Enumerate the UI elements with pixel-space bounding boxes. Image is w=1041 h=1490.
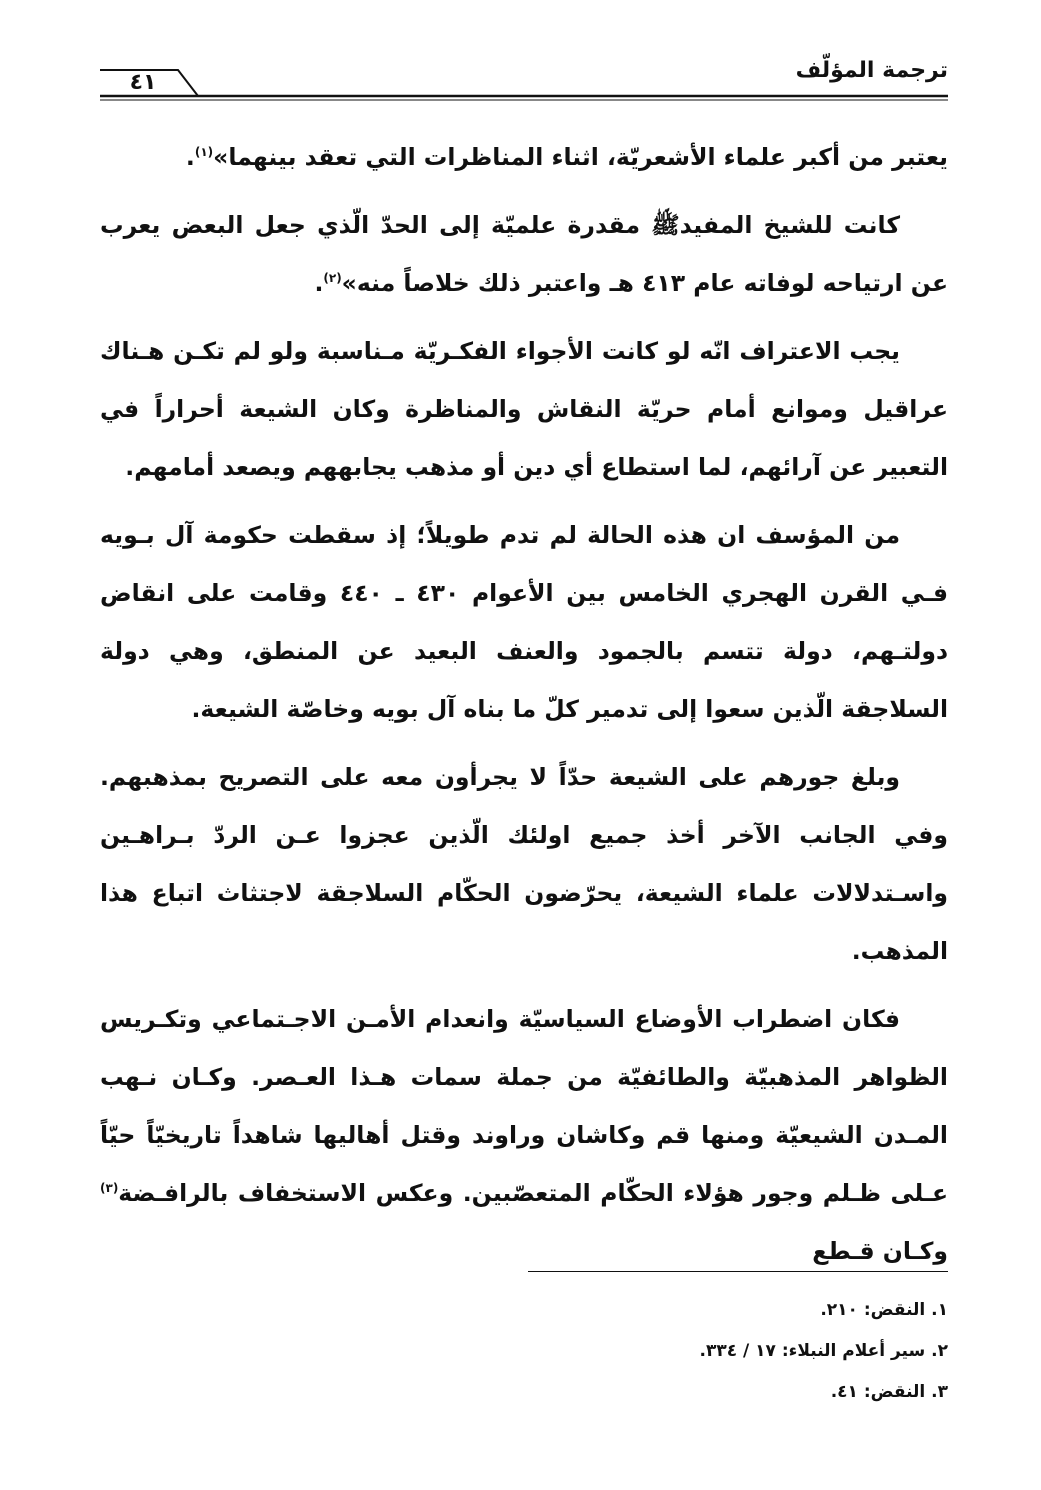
paragraph-2-tail: . xyxy=(314,269,324,297)
footnote-ref-3: (٣) xyxy=(100,1181,119,1196)
running-title: ترجمة المؤلّف xyxy=(795,58,948,83)
footnote-2: ٢. سير أعلام النبلاء: ١٧ / ٣٣٤. xyxy=(699,1341,948,1361)
paragraph-2-text: كانت للشيخ المفيدﷺ مقدرة علميّة إلى الحدّ الّذي جعل البعض يعرب عن ارتياحه لوفاته عام ٤١٣ هـ واعتبر ذلك خلاصاً منه» xyxy=(100,211,948,297)
paragraph-1-text: يعتبر من أكبر علماء الأشعريّة، اثناء المناظرات التي تعقد بينهما» xyxy=(213,143,948,171)
page-header xyxy=(100,52,948,102)
footnote-1: ١. النقض: ٢١٠. xyxy=(820,1300,948,1320)
footnotes xyxy=(100,1290,948,1413)
footnote-divider xyxy=(528,1271,948,1272)
page-number: ٤١ xyxy=(129,70,157,95)
footnote-3: ٣. النقض: ٤١. xyxy=(830,1382,948,1402)
paragraph-4-text: من المؤسف ان هذه الحالة لم تدم طويلاً؛ إذ سقطت حكومة آل بـويه فـي القرن الهجري الخامس بين الأعوام ٤٣٠ ـ ٤٤٠ وقامت على انقاض دولتـهم، دولة تتسم بالجمود والعنف البعيد عن المنطق، وهي دولة السلاجقة الّذين سعوا إلى تدمير كلّ ما بناه آل بويه وخاصّة الشيعة. xyxy=(100,521,948,723)
paragraph-4 xyxy=(100,506,948,738)
paragraph-5-text: وبلغ جورهم على الشيعة حدّاً لا يجرأون معه على التصريح بمذهبهم. وفي الجانب الآخر أخذ جميع اولئك الّذين عجزوا عـن الردّ بـراهـين واسـتدلالات علماء الشيعة، يحرّضون الحكّام السلاجقة لاجتثاث اتباع هذا المذهب. xyxy=(100,763,948,965)
paragraph-3 xyxy=(100,322,948,496)
paragraph-6 xyxy=(100,990,948,1280)
footnote-ref-1: (١) xyxy=(194,145,214,160)
paragraph-6-tail: وكـان قـطع xyxy=(812,1237,948,1265)
footnote-ref-2: (٢) xyxy=(323,271,342,286)
main-text xyxy=(100,128,948,1290)
paragraph-3-text: يجب الاعتراف انّه لو كانت الأجواء الفكـريّة مـناسبة ولو لم تكـن هـناك عراقيل وموانع أمام حريّة النقاش والمناظرة وكان الشيعة أحراراً في التعبير عن آرائهم، لما استطاع أي دين أو مذهب يجابههم ويصعد أمامهم. xyxy=(100,337,948,481)
paragraph-1-tail: . xyxy=(185,143,195,171)
paragraph-2 xyxy=(100,196,948,312)
paragraph-5 xyxy=(100,748,948,980)
paragraph-1 xyxy=(100,128,948,186)
paragraph-6-text: فكان اضطراب الأوضاع السياسيّة وانعدام الأمـن الاجـتماعي وتكـريس الظواهر المذهبيّة والطائفيّة من جملة سمات هـذا العـصر. وكـان نـهب المـدن الشيعيّة ومنها قم وكاشان وراوند وقتل أهاليها شاهداً تاريخيّاً حيّاً عـلى ظـلم وجور هؤلاء الحكّام المتعصّبين. وعكس الاستخفاف بالرافـضة xyxy=(100,1005,948,1207)
